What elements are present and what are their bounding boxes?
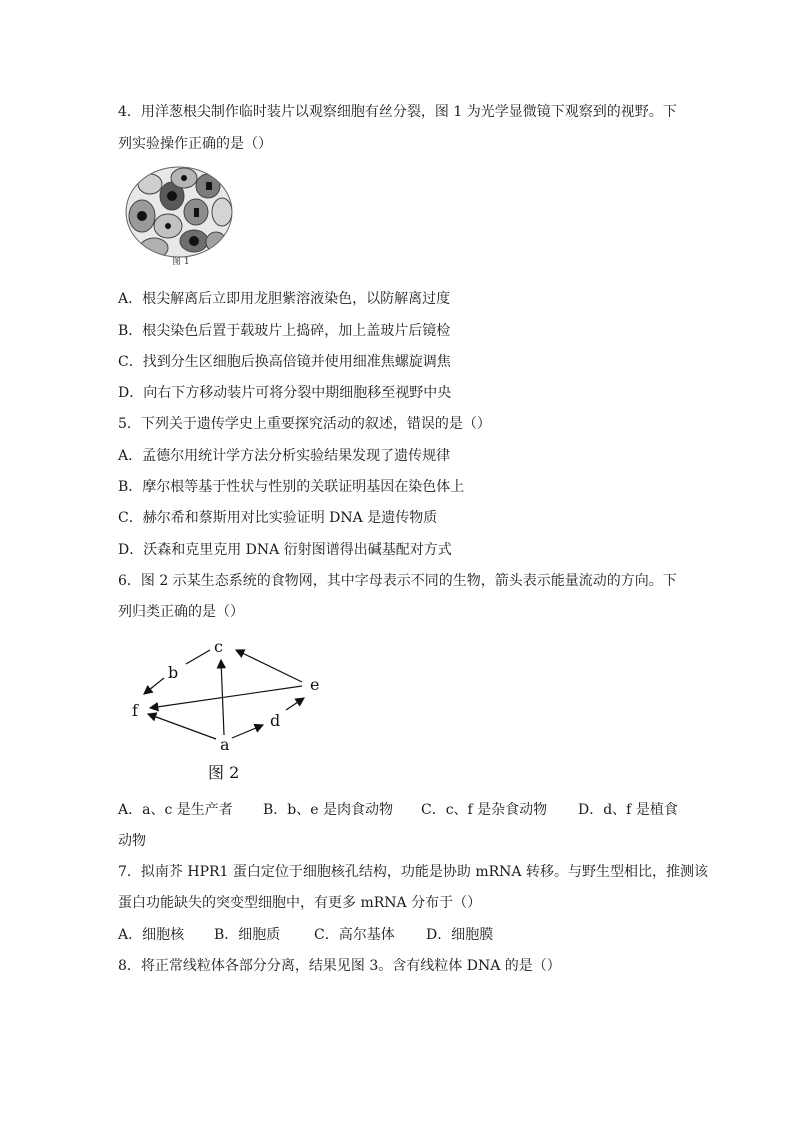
q7-option-a: A．细胞核 (118, 927, 185, 943)
edge-e-f (150, 686, 302, 708)
node-f: f (132, 701, 138, 720)
q8-stem: 8．将正常线粒体各部分分离，结果见图 3。含有线粒体 DNA 的是（） (118, 958, 561, 974)
edge-a-f (148, 714, 216, 739)
q6-option-c: C．c、f 是杂食动物 (421, 802, 548, 818)
q5-option-a: A．孟德尔用统计学方法分析实验结果发现了遗传规律 (118, 448, 451, 464)
q4-option-b: B．根尖染色后置于载玻片上捣碎，加上盖玻片后镜检 (118, 323, 451, 339)
edge-c-b (186, 650, 210, 664)
q4-option-a: A．根尖解离后立即用龙胆紫溶液染色，以防解离过度 (118, 291, 451, 307)
q7-stem-line2: 蛋白功能缺失的突变型细胞中，有更多 mRNA 分布于（） (118, 895, 482, 911)
q7-stem-line1: 7．拟南芥 HPR1 蛋白定位于细胞核孔结构，功能是协助 mRNA 转移。与野生型相比，推测该 (118, 864, 708, 880)
node-a: a (220, 735, 230, 754)
node-c: c (214, 637, 223, 656)
q6-option-b: B．b、e 是肉食动物 (263, 802, 393, 818)
q4-option-d: D．向右下方移动装片可将分裂中期细胞移至视野中央 (118, 385, 452, 401)
edge-e-c (236, 650, 302, 682)
figure-2-caption: 图 2 (208, 763, 240, 782)
q6-stem-line2: 列归类正确的是（） (118, 604, 244, 620)
q6-option-d: D．d、f 是植食 (578, 802, 678, 818)
figure-1-caption: 图 1 (172, 257, 190, 267)
q5-option-b: B．摩尔根等基于性状与性别的关联证明基因在染色体上 (118, 479, 465, 495)
q6-options-row (118, 800, 678, 820)
node-e: e (310, 675, 320, 694)
q5-option-c: C．赫尔希和蔡斯用对比实验证明 DNA 是遗传物质 (118, 510, 438, 526)
edge-d-e (286, 698, 304, 710)
edge-b-f (144, 678, 164, 694)
food-web-figure-2 (120, 632, 340, 792)
node-d: d (270, 711, 281, 730)
edge-a-d (232, 725, 263, 738)
q6-option-a: A．a、c 是生产者 (118, 802, 233, 818)
node-b: b (168, 663, 179, 682)
q4-option-c: C．找到分生区细胞后换高倍镜并使用细准焦螺旋调焦 (118, 354, 451, 370)
q6-stem-line1: 6．图 2 示某生态系统的食物网，其中字母表示不同的生物，箭头表示能量流动的方向。下 (118, 573, 677, 589)
micrograph-figure-1 (124, 166, 234, 266)
q4-stem-line1: 4．用洋葱根尖制作临时装片以观察细胞有丝分裂，图 1 为光学显微镜下观察到的视野。下 (118, 104, 677, 120)
q5-option-d: D．沃森和克里克用 DNA 衍射图谱得出碱基配对方式 (118, 542, 452, 558)
q7-option-c: C．高尔基体 (314, 927, 395, 943)
q7-options-row (118, 925, 493, 945)
q7-option-d: D．细胞膜 (426, 927, 494, 943)
q6-option-d-wrap: 动物 (118, 833, 146, 849)
q4-stem-line2: 列实验操作正确的是（） (118, 136, 272, 152)
q5-stem: 5．下列关于遗传学史上重要探究活动的叙述，错误的是（） (118, 416, 491, 432)
q7-option-b: B．细胞质 (214, 927, 281, 943)
